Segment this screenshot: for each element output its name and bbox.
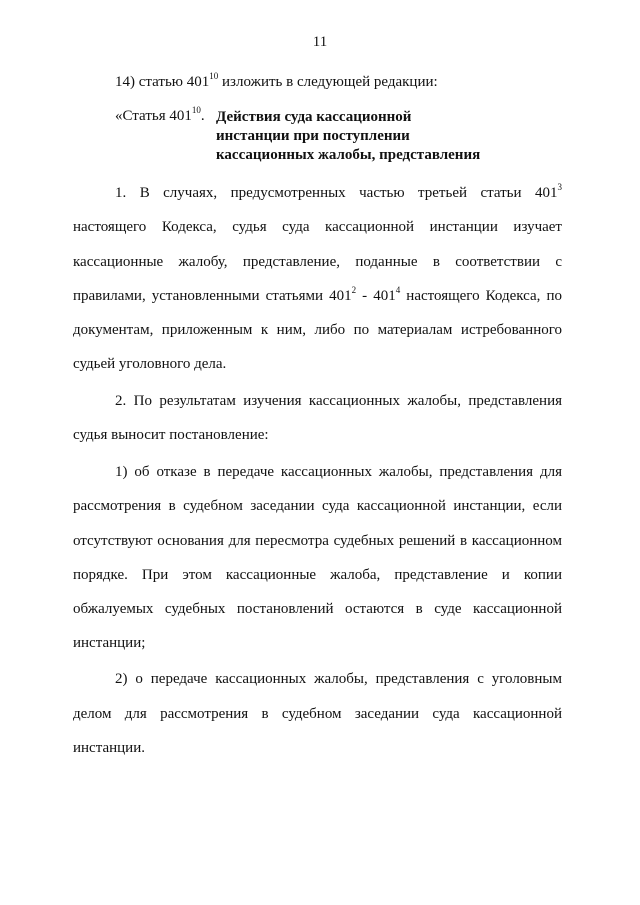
amendment-prefix: 14) статью 401 bbox=[115, 74, 210, 90]
amendment-line bbox=[115, 73, 438, 91]
paragraph1-sup: 4 bbox=[395, 285, 401, 295]
item1-line: рассмотрения в судебном заседании суда кассационной инстанции, если bbox=[73, 498, 562, 514]
item1-line: обжалуемых судебных постановлений остаются в суде кассационной bbox=[73, 601, 562, 617]
amendment-suffix: изложить в следующей редакции: bbox=[218, 74, 438, 90]
item2-line: инстанции. bbox=[73, 740, 145, 756]
article-label-suffix: . bbox=[200, 108, 205, 124]
paragraph2-line: 2. По результатам изучения кассационных жалобы, представления bbox=[115, 393, 562, 409]
article-heading bbox=[115, 105, 535, 168]
paragraph1-line bbox=[73, 287, 562, 305]
paragraph1-line: кассационные жалобу, представление, поданные в соответствии с bbox=[73, 254, 562, 270]
item2-line: делом для рассмотрения в судебном заседании суда кассационной bbox=[73, 706, 562, 722]
paragraph1-text: - 401 bbox=[356, 288, 396, 304]
item1-line: порядке. При этом кассационные жалоба, представление и копии bbox=[73, 567, 562, 583]
paragraph1-line: судьей уголовного дела. bbox=[73, 356, 227, 372]
paragraph1-text: 1. В случаях, предусмотренных частью третьей статьи 401 bbox=[115, 185, 558, 201]
item2-line: 2) о передаче кассационных жалобы, представления с уголовным bbox=[115, 671, 562, 687]
paragraph1-text: правилами, установленными статьями 401 bbox=[73, 288, 352, 304]
item1-line: 1) об отказе в передаче кассационных жалобы, представления для bbox=[115, 464, 562, 480]
paragraph1-line: настоящего Кодекса, судья суда кассационной инстанции изучает bbox=[73, 219, 562, 235]
article-title-line: кассационных жалобы, представления bbox=[216, 147, 481, 163]
article-title-line: инстанции при поступлении bbox=[216, 128, 410, 144]
paragraph2-line: судья выносит постановление: bbox=[73, 427, 269, 443]
paragraph1-sup: 2 bbox=[351, 285, 357, 295]
article-title bbox=[216, 108, 516, 165]
amendment-sup: 10 bbox=[209, 71, 219, 81]
paragraph1-line: документам, приложенным к ним, либо по материалам истребованного bbox=[73, 322, 562, 338]
paragraph1-text: настоящего Кодекса, по bbox=[400, 288, 563, 304]
item1-line: отсутствуют основания для пересмотра судебных решений в кассационном bbox=[73, 533, 562, 549]
paragraph1-sup: 3 bbox=[557, 182, 562, 192]
page-number: 11 bbox=[312, 34, 328, 50]
article-label bbox=[115, 105, 205, 125]
article-label-sup: 10 bbox=[191, 105, 201, 115]
article-label-prefix: «Статья 401 bbox=[115, 108, 192, 124]
paragraph1-line bbox=[115, 184, 562, 202]
article-title-line: Действия суда кассационной bbox=[216, 109, 412, 125]
item1-line: инстанции; bbox=[73, 635, 146, 651]
